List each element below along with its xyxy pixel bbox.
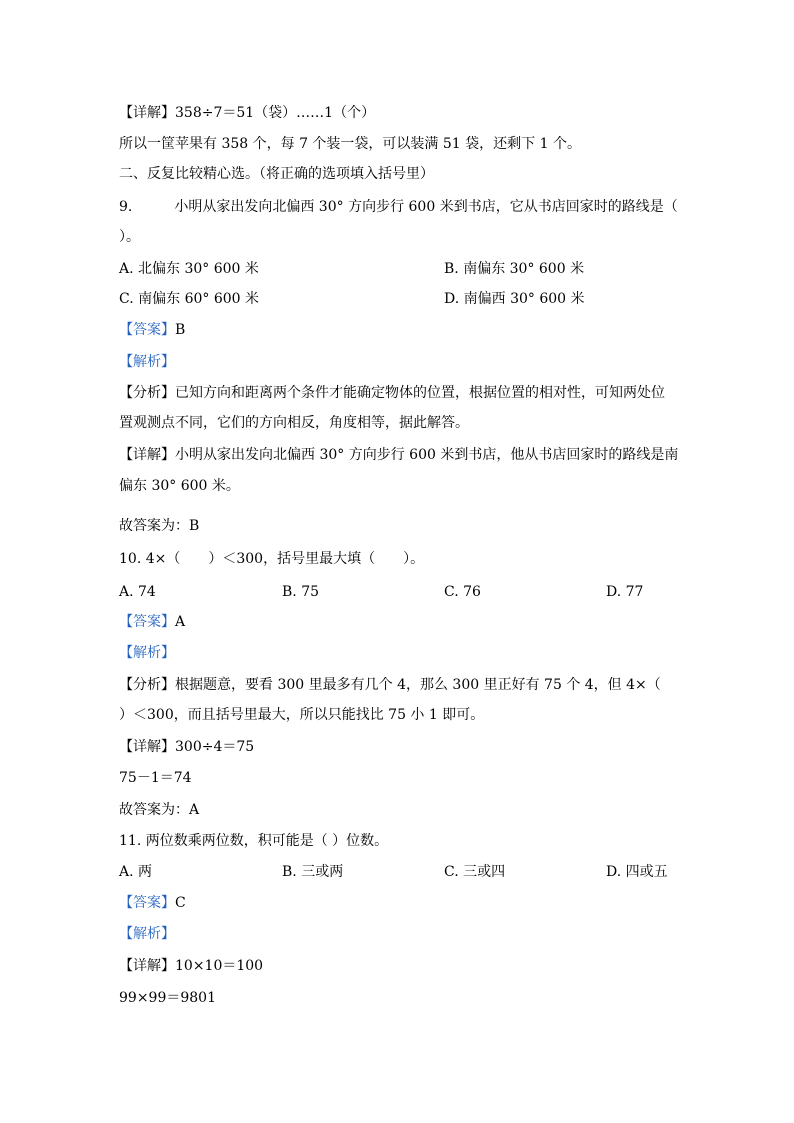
fenxi-label: 【分析】 [119,385,175,401]
q11-option-d: D. 四或五 [606,864,668,880]
detail-text: 小明从家出发向北偏西 30° 方向步行 600 米到书店，他从书店回家时的路线是南 [175,447,679,463]
q11-detail-line1 [119,956,263,976]
detail-label: 【详解】 [119,739,175,755]
detail-text: 358÷7＝51（袋）……1（个） [175,105,376,121]
detail-text: 10×10＝100 [175,958,264,974]
detail-label: 【详解】 [119,447,175,463]
fenxi-text: 根据题意，要看 300 里最多有几个 4，那么 300 里正好有 75 个 4，但 4×（ [175,677,661,693]
q10-analysis-label: 【解析】 [119,645,175,661]
q11-answer-line [119,893,186,913]
q11-analysis-label: 【解析】 [119,926,175,942]
q9-analysis-label: 【解析】 [119,354,175,370]
q10-final-answer: 故答案为：A [119,802,200,818]
answer-label: 【答案】 [119,322,175,338]
detail-label: 【详解】 [119,105,175,121]
conclusion-text: 所以一筐苹果有 358 个，每 7 个装一袋，可以装满 51 袋，还剩下 1 个。 [119,136,581,152]
section-title: 二、反复比较精心选。（将正确的选项填入括号里） [119,166,434,182]
answer-value: C [175,895,186,911]
detail-label: 【详解】 [119,958,175,974]
q11-option-b: B. 三或两 [282,864,344,880]
q10-fenxi-line2: ）＜300，而且括号里最大，所以只能找比 75 小 1 即可。 [119,707,485,723]
q11-option-c: C. 三或四 [444,864,506,880]
q11-stem: 11. 两位数乘两位数，积可能是（ ）位数。 [119,833,389,849]
q9-detail-line1 [119,445,678,465]
q9-answer-line [119,320,185,340]
answer-value: A [175,614,186,630]
q10-option-b: B. 75 [282,584,320,600]
q9-option-a: A. 北偏东 30° 600 米 [119,261,259,277]
q11-detail-line2: 99×99＝9801 [119,990,216,1006]
q9-detail-line2: 偏东 30° 600 米。 [119,478,240,494]
q10-option-a: A. 74 [119,584,156,600]
q10-fenxi-line1 [119,675,661,695]
q9-fenxi-line1 [119,383,665,403]
q9-stem-line2: ）。 [119,229,140,245]
detail-line [119,103,375,123]
fenxi-label: 【分析】 [119,677,175,693]
q9-stem-line1: 9. 小明从家出发向北偏西 30° 方向步行 600 米到书店，它从书店回家时的路线是（ [119,199,678,215]
q10-stem: 10. 4×（ ）＜300，括号里最大填（ ）。 [119,551,425,567]
q10-option-c: C. 76 [444,584,481,600]
q9-final-answer: 故答案为：B [119,518,200,534]
q10-detail-line2: 75－1＝74 [119,770,192,786]
q11-option-a: A. 两 [119,864,153,880]
q10-answer-line [119,612,185,632]
q10-detail-line1 [119,737,254,757]
answer-label: 【答案】 [119,614,175,630]
q9-fenxi-line2: 置观测点不同，它们的方向相反，角度相等，据此解答。 [119,415,469,431]
q10-option-d: D. 77 [606,584,644,600]
answer-value: B [175,322,186,338]
fenxi-text: 已知方向和距离两个条件才能确定物体的位置，根据位置的相对性，可知两处位 [175,385,665,401]
q9-option-c: C. 南偏东 60° 600 米 [119,291,259,307]
q9-option-d: D. 南偏西 30° 600 米 [444,291,585,307]
answer-label: 【答案】 [119,895,175,911]
detail-text: 300÷4＝75 [175,739,255,755]
q9-option-b: B. 南偏东 30° 600 米 [444,261,585,277]
